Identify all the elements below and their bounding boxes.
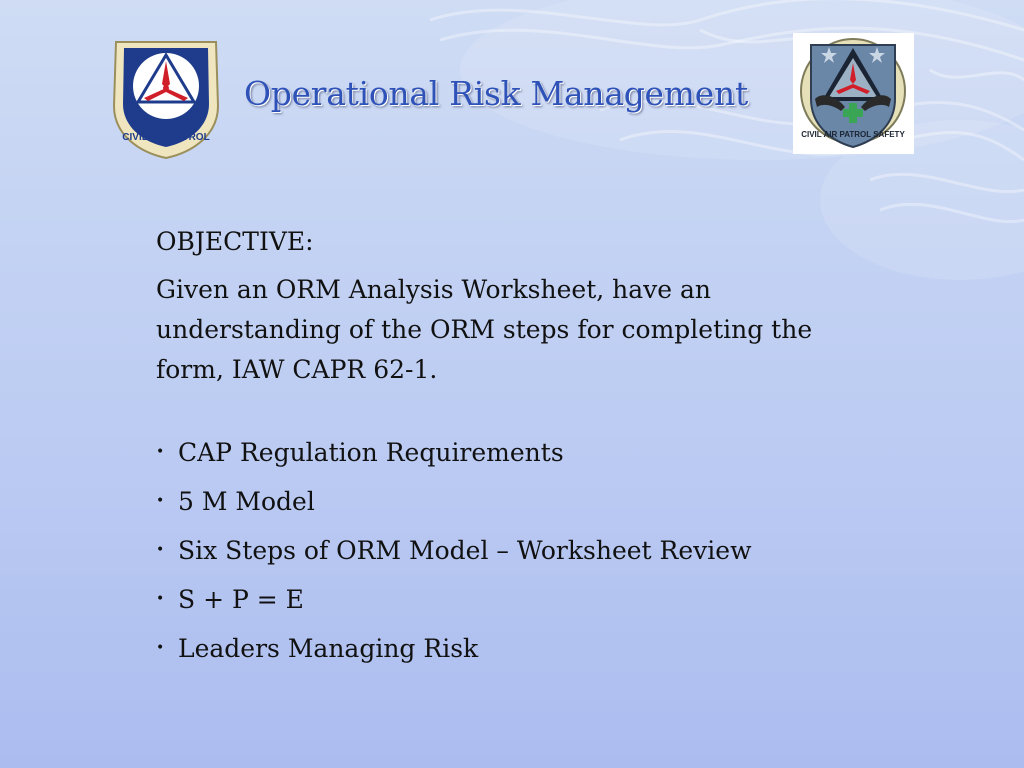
- topic-list: [156, 428, 876, 673]
- list-item-text: 5 M Model: [178, 487, 315, 516]
- page-title: Operational Risk Management: [244, 74, 748, 113]
- content-area: [156, 222, 876, 673]
- list-item: [156, 477, 876, 526]
- objective-label: OBJECTIVE:: [156, 227, 314, 256]
- list-item-text: Six Steps of ORM Model – Worksheet Review: [178, 536, 752, 565]
- list-item-text: CAP Regulation Requirements: [178, 438, 564, 467]
- list-item: [156, 428, 876, 477]
- list-item-text: S + P = E: [178, 585, 304, 614]
- list-item-text: Leaders Managing Risk: [178, 634, 479, 663]
- civil-air-patrol-emblem-icon: [104, 36, 228, 164]
- bullet-dot-icon: •: [156, 591, 165, 607]
- svg-text:CIVIL AIR PATROL SAFETY: CIVIL AIR PATROL SAFETY: [801, 130, 905, 139]
- bullet-dot-icon: •: [156, 444, 165, 460]
- list-item: [156, 575, 876, 624]
- list-item: [156, 624, 876, 673]
- bullet-dot-icon: •: [156, 493, 165, 509]
- objective-text: Given an ORM Analysis Worksheet, have an understanding of the ORM steps for completing the form, IAW CAPR 62-1.: [156, 275, 813, 384]
- bullet-dot-icon: •: [156, 640, 165, 656]
- svg-text:CIVIL AIR PATROL: CIVIL AIR PATROL: [122, 132, 210, 143]
- bullet-dot-icon: •: [156, 542, 165, 558]
- list-item: [156, 526, 876, 575]
- civil-air-patrol-safety-emblem-icon: [793, 33, 914, 154]
